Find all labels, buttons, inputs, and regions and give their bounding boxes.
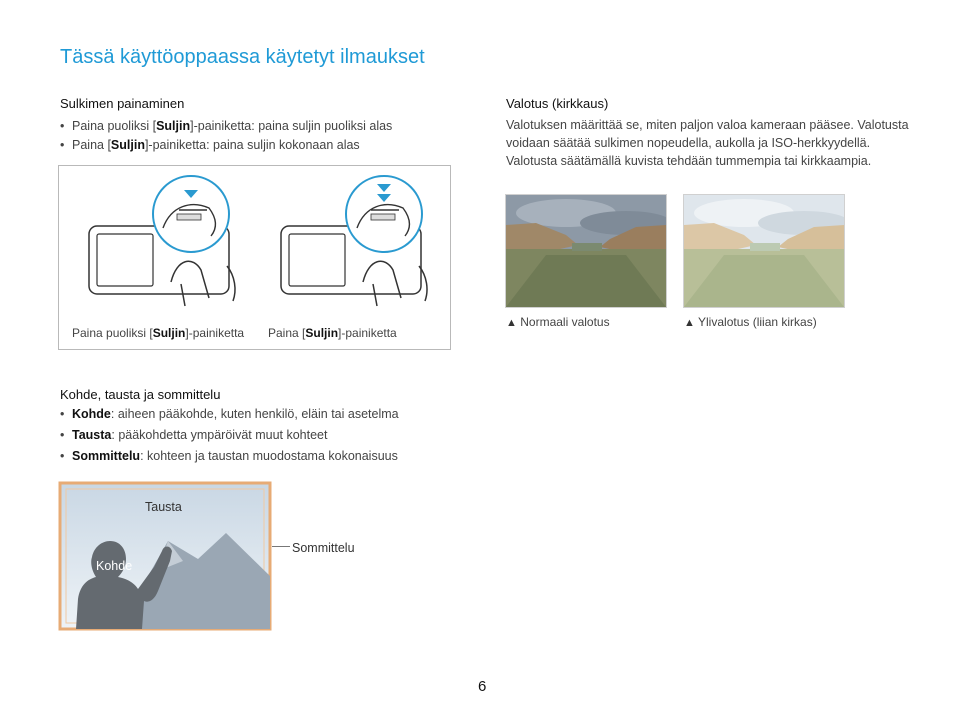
composition-bullet-composition: [60, 449, 398, 463]
bullet-dot: •: [60, 449, 65, 463]
exposure-paragraph: Valotuksen määrittää se, miten paljon valoa kameraan pääsee. Valotusta voidaan säätää sulkimen nopeudella, aukolla ja ISO-herkkyydellä. Valotusta säätämällä kuvista tehdään tummempia tai kirkkaampia.: [506, 118, 909, 168]
text: Paina puoliksi [: [72, 119, 157, 133]
text: : kohteen ja taustan muodostama kokonaisuus: [140, 449, 398, 463]
camera-half-press: [89, 176, 235, 306]
caption-normal-exposure: [506, 315, 610, 329]
label-background: Tausta: [145, 500, 182, 514]
text: ]-painiketta: [185, 326, 245, 340]
shutter-bullet-full: [60, 138, 360, 152]
bullet-dot: •: [60, 138, 65, 152]
shutter-key-label: Suljin: [156, 119, 191, 133]
shutter-heading: Sulkimen painaminen: [60, 96, 185, 111]
term-label: Sommittelu: [72, 449, 141, 463]
shutter-key-label: Suljin: [110, 138, 145, 152]
camera-illustration: [59, 166, 450, 349]
page-number: 6: [478, 678, 487, 695]
photo-over-exposure: [683, 194, 845, 308]
shutter-key-label: Suljin: [152, 326, 186, 340]
page-title: Tässä käyttöoppaassa käytetyt ilmaukset: [60, 46, 425, 68]
composition-heading: Kohde, tausta ja sommittelu: [60, 387, 221, 402]
caption-half-press: [72, 326, 244, 340]
text: Paina [: [72, 138, 111, 152]
shutter-illustration-box: [58, 165, 451, 350]
bullet-dot: •: [60, 119, 65, 133]
label-subject: Kohde: [96, 559, 133, 573]
triangle-icon: ▲: [684, 317, 695, 329]
bullet-dot: •: [60, 428, 65, 442]
text: : aiheen pääkohde, kuten henkilö, eläin tai asetelma: [110, 407, 399, 421]
text: ]-painiketta: paina suljin puoliksi alas: [190, 119, 393, 133]
river-photo-over: [684, 195, 844, 307]
text: Paina [: [268, 326, 306, 340]
caption-full-press: [268, 326, 397, 340]
text: ]-painiketta: [338, 326, 397, 340]
photo-normal-exposure: [505, 194, 667, 308]
river-photo-normal: [506, 195, 666, 307]
triangle-icon: ▲: [506, 317, 517, 329]
shutter-bullet-half: [60, 119, 392, 133]
label-composition: Sommittelu: [292, 541, 355, 555]
exposure-heading: Valotus (kirkkaus): [506, 96, 609, 111]
shutter-key-label: Suljin: [305, 326, 339, 340]
text: Normaali valotus: [520, 315, 610, 329]
term-label: Tausta: [72, 428, 112, 442]
bullet-dot: •: [60, 407, 65, 421]
camera-full-press: [281, 176, 427, 306]
text: : pääkohdetta ympäröivät muut kohteet: [111, 428, 328, 442]
composition-bullet-background: [60, 428, 327, 442]
text: Ylivalotus (liian kirkas): [698, 315, 817, 329]
term-label: Kohde: [72, 407, 111, 421]
composition-bullet-subject: [60, 407, 399, 421]
leader-line: [272, 546, 290, 547]
text: Paina puoliksi [: [72, 326, 153, 340]
caption-over-exposure: [684, 315, 817, 329]
text: ]-painiketta: paina suljin kokonaan alas: [144, 138, 360, 152]
